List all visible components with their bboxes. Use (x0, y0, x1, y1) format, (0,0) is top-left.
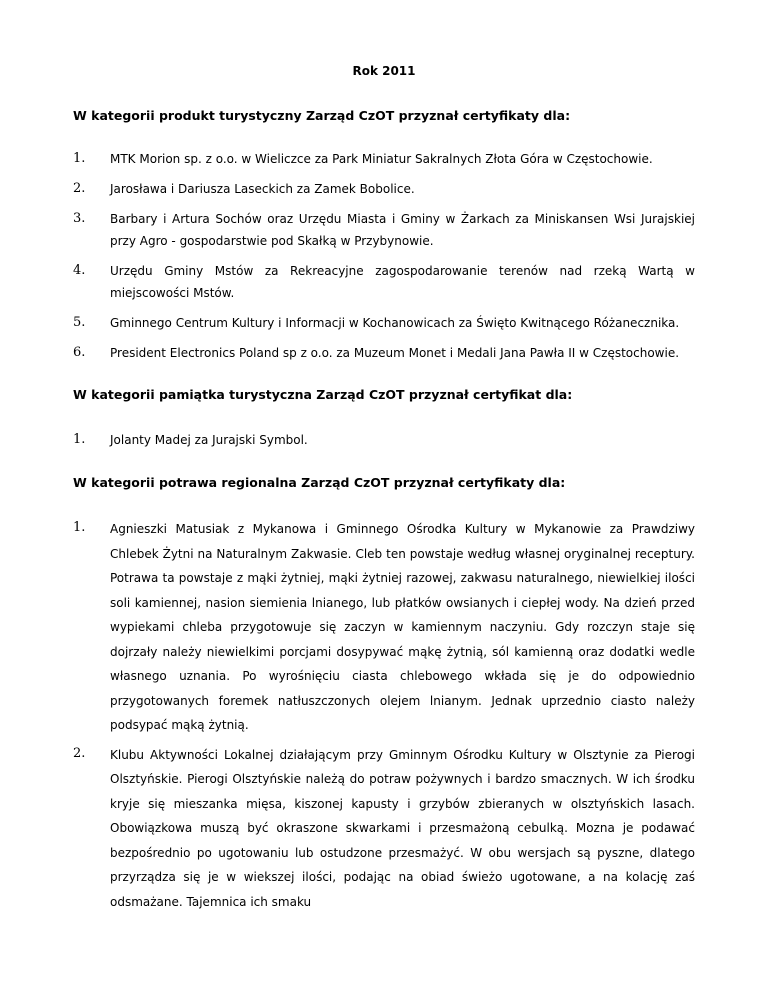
list-item-number: 1. (73, 432, 86, 447)
list-item (73, 260, 695, 304)
list-item-text: Agnieszki Matusiak z Mykanowa i Gminnego Ośrodka Kultury w Mykanowie za Prawdziwy Chlebek Żytni na Naturalnym Zakwasie. Cleb ten powstaje według własnej oryginalnej receptury. Potrawa ta powstaje z mąki żytniej, mąki żytniej razowej, zakwasu naturalnego, niewielkiej ilości soli kamiennej, nasion siemienia lnianego, lub płatków owsianych i ciepłej wody. Na dzień przed wypiekami chleba przygotowuje się zaczyn w kamiennym naczyniu. Gdy rozczyn staje się dojrzały należy niewielkimi porcjami dosypywać mąkę żytnią, sól kamienną oraz dodatki wedle własnego uznania. Po wyrośnięciu ciasta chlebowego wkłada się je do odpowiednio przygotowanych foremek natłuszczonych olejem lnianym. Jednak uprzednio ciasto należy podsypać mąką żytnią. (110, 522, 695, 732)
list-item-number: 1. (73, 520, 86, 535)
section-heading-regional-dish: W kategorii potrawa regionalna Zarząd CzOT przyznał certyfikaty dla: (73, 475, 566, 490)
list-item (73, 148, 695, 170)
list-item-text: President Electronics Poland sp z o.o. za Muzeum Monet i Medali Jana Pawła II w Częstochowie. (110, 346, 680, 360)
souvenir-list (73, 429, 695, 451)
list-item-text: Urzędu Gminy Mstów za Rekreacyjne zagospodarowanie terenów nad rzeką Wartą w miejscowości Mstów. (110, 264, 695, 300)
list-item-number: 2. (73, 181, 86, 196)
document-title: Rok 2011 (352, 64, 416, 78)
section-heading-tourist-product: W kategorii produkt turystyczny Zarząd CzOT przyznał certyfikaty dla: (73, 108, 571, 123)
list-item-number: 5. (73, 315, 86, 330)
tourist-product-list (73, 148, 695, 364)
list-item-number: 6. (73, 345, 86, 360)
regional-dish-list (73, 517, 695, 914)
list-item-number: 1. (73, 151, 86, 166)
list-item-number: 4. (73, 263, 86, 278)
list-item (73, 208, 695, 252)
list-item (73, 429, 695, 451)
list-item (73, 342, 695, 364)
list-item-text: Jarosława i Dariusza Laseckich za Zamek Bobolice. (110, 182, 415, 196)
list-item-text: MTK Morion sp. z o.o. w Wieliczce za Park Miniatur Sakralnych Złota Góra w Częstochowie. (110, 152, 653, 166)
list-item-text: Klubu Aktywności Lokalnej działającym przy Gminnym Ośrodku Kultury w Olsztynie za Pierogi Olsztyńskie. Pierogi Olsztyńskie należą do potraw pożywnych i bardzo smacznych. W ich środku kryje się mieszanka mięsa, kiszonej kapusty i grzybów zbieranych w olsztyńskich lasach. Obowiązkowa muszą być okraszone skwarkami i przesmażoną cebulką. Mozna je podawać bezpośrednio po ugotowaniu lub ostudzone przesmażyć. W obu wersjach są pyszne, dlatego przyrządza się je w wiekszej ilości, podając na obiad świeżo ugotowane, a na kolację zaś odsmażane. Tajemnica ich smaku (110, 747, 695, 909)
list-item-number: 3. (73, 211, 86, 226)
list-item (73, 178, 695, 200)
list-item-text: Barbary i Artura Sochów oraz Urzędu Miasta i Gminy w Żarkach za Miniskansen Wsi Jurajskiej przy Agro - gospodarstwie pod Skałką w Przybynowie. (110, 212, 695, 248)
list-item-text: Gminnego Centrum Kultury i Informacji w Kochanowicach za Święto Kwitnącego Różanecznika. (110, 316, 680, 330)
section-heading-souvenir: W kategorii pamiątka turystyczna Zarząd CzOT przyznał certyfikat dla: (73, 387, 573, 402)
list-item (73, 743, 695, 915)
list-item (73, 312, 695, 334)
list-item-text: Jolanty Madej za Jurajski Symbol. (110, 433, 308, 447)
list-item (73, 517, 695, 738)
list-item-number: 2. (73, 745, 86, 761)
